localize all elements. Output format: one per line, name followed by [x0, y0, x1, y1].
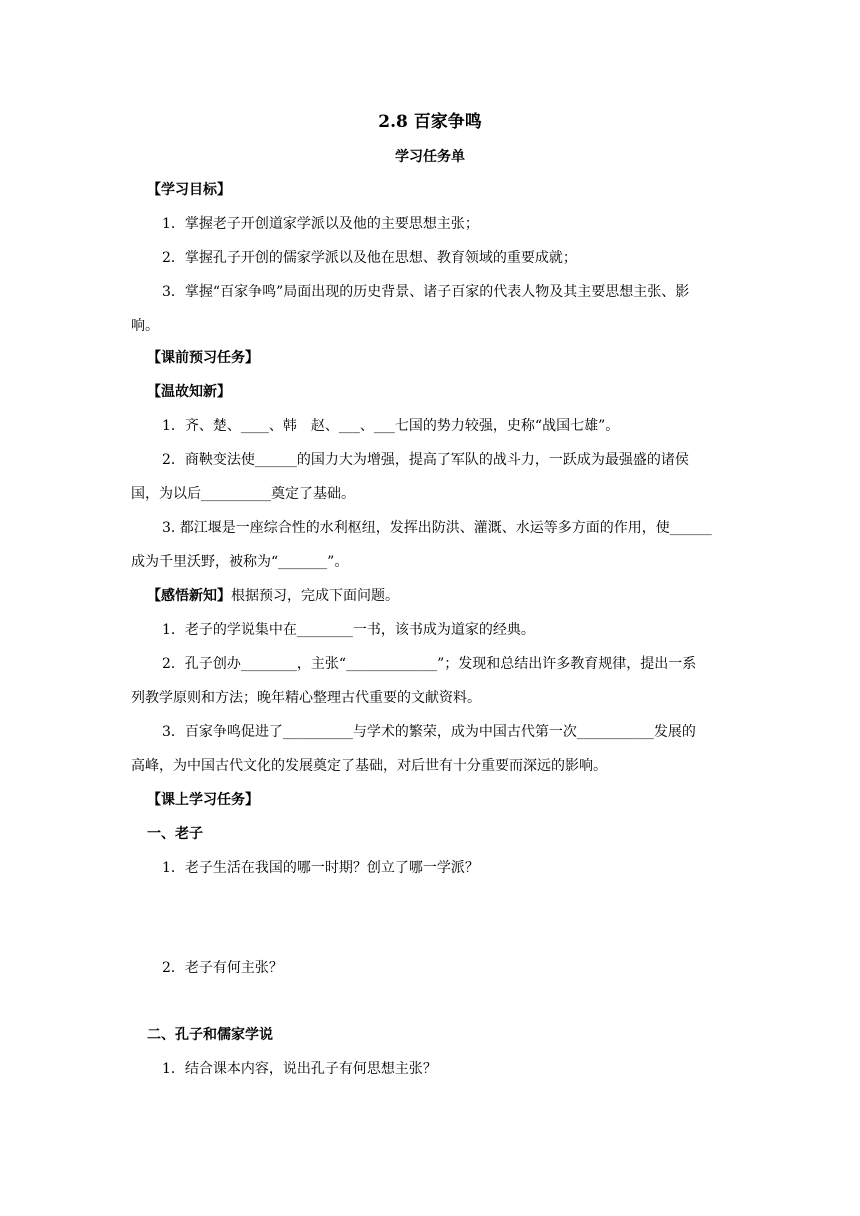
objective-item: 2．掌握孔子开创的儒家学派以及他在思想、教育领域的重要成就； — [162, 250, 577, 266]
review-line: 2．商鞅变法使______的国力大为增强，提高了军队的战斗力，一跃成为最强盛的诸侯 — [162, 452, 689, 468]
review-line-continued: 国，为以后__________奠定了基础。 — [131, 486, 355, 502]
insight-intro: 根据预习，完成下面问题。 — [231, 588, 399, 604]
section-heading-confucius: 二、孔子和儒家学说 — [147, 1027, 273, 1043]
review-line-continued: 成为千里沃野，被称为“_______”。 — [131, 554, 349, 570]
insight-item: 1．老子的学说集中在________一书，该书成为道家的经典。 — [162, 622, 535, 638]
insight-heading: 【感悟新知】 — [147, 588, 231, 604]
preview-heading: 【课前预习任务】 — [147, 350, 259, 366]
objective-item: 1．掌握老子开创道家学派以及他的主要思想主张； — [162, 216, 479, 232]
section-heading-laozi: 一、老子 — [147, 826, 203, 842]
question-item: 1．老子生活在我国的哪一时期？创立了哪一学派？ — [162, 860, 479, 876]
objective-item: 3．掌握“百家争鸣”局面出现的历史背景、诸子百家的代表人物及其主要思想主张、影 — [162, 284, 690, 300]
insight-item: 3．百家争鸣促进了__________与学术的繁荣，成为中国古代第一次___________发展的 — [162, 724, 696, 740]
objectives-heading: 【学习目标】 — [147, 182, 231, 198]
review-line: 1．齐、楚、____、韩 赵、___、___七国的势力较强，史称“战国七雄”。 — [162, 418, 620, 434]
insight-item: 2．孔子创办________，主张“_____________”；发现和总结出许多教育规律，提出一系 — [162, 656, 697, 672]
question-item: 1．结合课本内容，说出孔子有何思想主张？ — [162, 1061, 437, 1077]
review-heading: 【温故知新】 — [147, 384, 231, 400]
insight-item-continued: 列教学原则和方法；晚年精心整理古代重要的文献资料。 — [131, 690, 481, 706]
question-item: 2．老子有何主张？ — [162, 960, 283, 976]
insight-item-continued: 高峰，为中国古代文化的发展奠定了基础，对后世有十分重要而深远的影响。 — [131, 758, 607, 774]
doc-subtitle: 学习任务单 — [395, 149, 465, 165]
objective-item-continued: 响。 — [131, 318, 159, 334]
classwork-heading: 【课上学习任务】 — [147, 792, 259, 808]
review-line: 3. 都江堰是一座综合性的水利枢纽，发挥出防洪、灌溉、水运等多方面的作用，使______ — [162, 520, 712, 536]
doc-title: 2.8 百家争鸣 — [378, 112, 482, 132]
insight-line — [147, 587, 399, 605]
